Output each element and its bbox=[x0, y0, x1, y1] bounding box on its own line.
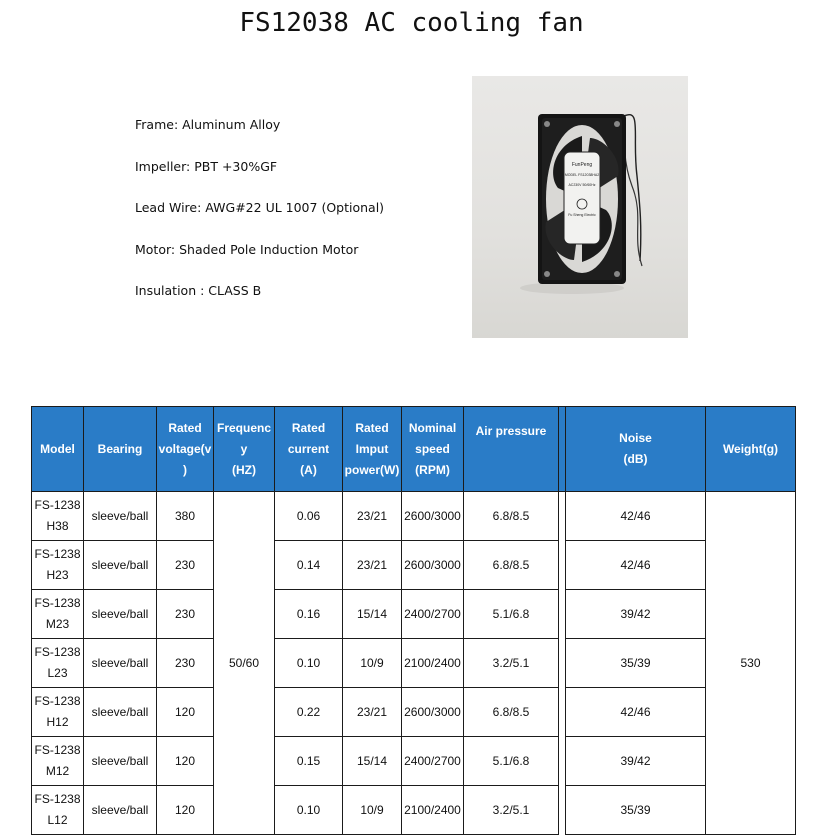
cell-bearing: sleeve/ball bbox=[84, 639, 157, 688]
header-voltage: Rated voltage(v ) bbox=[157, 407, 214, 492]
cell-current: 0.10 bbox=[275, 786, 343, 835]
spec-motor: Motor: Shaded Pole Induction Motor bbox=[135, 241, 359, 257]
cell-voltage: 230 bbox=[157, 541, 214, 590]
cell-noise: 42/46 bbox=[566, 492, 706, 541]
cell-noise: 39/42 bbox=[566, 737, 706, 786]
table-row bbox=[32, 688, 796, 737]
cell-speed: 2600/3000 bbox=[402, 492, 464, 541]
cell-power: 15/14 bbox=[343, 590, 402, 639]
cell-separator bbox=[559, 786, 566, 835]
spec-list bbox=[135, 117, 384, 325]
cell-air-pressure: 5.1/6.8 bbox=[464, 590, 559, 639]
cell-power: 10/9 bbox=[343, 639, 402, 688]
header-model: Model bbox=[32, 407, 84, 492]
cell-separator bbox=[559, 639, 566, 688]
fan-label-company: Fu Sheng Electric bbox=[568, 213, 596, 217]
cell-voltage: 120 bbox=[157, 786, 214, 835]
page-title: FS12038 AC cooling fan bbox=[239, 8, 584, 38]
cell-current: 0.10 bbox=[275, 639, 343, 688]
header-bearing: Bearing bbox=[84, 407, 157, 492]
table-row bbox=[32, 492, 796, 541]
cell-noise: 35/39 bbox=[566, 639, 706, 688]
table-row bbox=[32, 737, 796, 786]
cell-current: 0.15 bbox=[275, 737, 343, 786]
header-separator bbox=[559, 407, 566, 492]
cell-model: FS-1238 L12 bbox=[32, 786, 84, 835]
header-noise: Noise (dB) bbox=[566, 407, 706, 492]
cell-air-pressure: 6.8/8.5 bbox=[464, 541, 559, 590]
product-photo bbox=[472, 76, 688, 338]
cell-model: FS-1238 H38 bbox=[32, 492, 84, 541]
spec-table bbox=[31, 406, 796, 835]
cell-weight: 530 bbox=[706, 492, 796, 835]
cell-air-pressure: 6.8/8.5 bbox=[464, 492, 559, 541]
cell-separator bbox=[559, 688, 566, 737]
cell-power: 23/21 bbox=[343, 688, 402, 737]
cell-power: 23/21 bbox=[343, 541, 402, 590]
cell-voltage: 380 bbox=[157, 492, 214, 541]
cell-speed: 2400/2700 bbox=[402, 590, 464, 639]
table-header-row bbox=[32, 407, 796, 492]
header-power: Rated Imput power(W) bbox=[343, 407, 402, 492]
cell-separator bbox=[559, 541, 566, 590]
table-row bbox=[32, 786, 796, 835]
cell-current: 0.16 bbox=[275, 590, 343, 639]
spec-impeller: Impeller: PBT +30%GF bbox=[135, 158, 278, 174]
cell-current: 0.14 bbox=[275, 541, 343, 590]
cell-air-pressure: 6.8/8.5 bbox=[464, 688, 559, 737]
table-body bbox=[32, 492, 796, 835]
cell-speed: 2100/2400 bbox=[402, 639, 464, 688]
spec-frame: Frame: Aluminum Alloy bbox=[135, 117, 281, 132]
header-air-pressure: Air pressure bbox=[464, 407, 559, 492]
cell-current: 0.22 bbox=[275, 688, 343, 737]
header-current: Rated current (A) bbox=[275, 407, 343, 492]
cell-power: 10/9 bbox=[343, 786, 402, 835]
cell-air-pressure: 3.2/5.1 bbox=[464, 639, 559, 688]
cell-speed: 2400/2700 bbox=[402, 737, 464, 786]
cell-speed: 2100/2400 bbox=[402, 786, 464, 835]
header-speed: Nominal speed (RPM) bbox=[402, 407, 464, 492]
cell-separator bbox=[559, 492, 566, 541]
fan-label-brand: FunPeng bbox=[571, 162, 593, 168]
cell-voltage: 230 bbox=[157, 639, 214, 688]
header-frequency: Frequenc y (HZ) bbox=[214, 407, 275, 492]
cell-bearing: sleeve/ball bbox=[84, 786, 157, 835]
cell-separator bbox=[559, 737, 566, 786]
table-row bbox=[32, 541, 796, 590]
header-weight: Weight(g) bbox=[706, 407, 796, 492]
cell-voltage: 230 bbox=[157, 590, 214, 639]
cell-speed: 2600/3000 bbox=[402, 688, 464, 737]
cell-model: FS-1238 M12 bbox=[32, 737, 84, 786]
cell-air-pressure: 5.1/6.8 bbox=[464, 737, 559, 786]
cell-speed: 2600/3000 bbox=[402, 541, 464, 590]
cell-model: FS-1238 H12 bbox=[32, 688, 84, 737]
cell-air-pressure: 3.2/5.1 bbox=[464, 786, 559, 835]
cell-model: FS-1238 M23 bbox=[32, 590, 84, 639]
cell-noise: 42/46 bbox=[566, 541, 706, 590]
table-row bbox=[32, 590, 796, 639]
cell-separator bbox=[559, 590, 566, 639]
cell-bearing: sleeve/ball bbox=[84, 590, 157, 639]
cell-frequency: 50/60 bbox=[214, 492, 275, 835]
cell-noise: 39/42 bbox=[566, 590, 706, 639]
cell-model: FS-1238 L23 bbox=[32, 639, 84, 688]
cell-noise: 42/46 bbox=[566, 688, 706, 737]
cell-bearing: sleeve/ball bbox=[84, 737, 157, 786]
cell-voltage: 120 bbox=[157, 737, 214, 786]
spec-insulation: Insulation : CLASS B bbox=[135, 283, 262, 298]
spec-lead-wire: Lead Wire: AWG#22 UL 1007 (Optional) bbox=[135, 200, 385, 215]
cell-model: FS-1238 H23 bbox=[32, 541, 84, 590]
fan-label-model: MODEL FS12038HA2 bbox=[564, 173, 600, 177]
fan-label-rating: AC230V 50/60Hz bbox=[568, 183, 596, 187]
cell-bearing: sleeve/ball bbox=[84, 492, 157, 541]
cell-bearing: sleeve/ball bbox=[84, 541, 157, 590]
cell-power: 15/14 bbox=[343, 737, 402, 786]
cell-voltage: 120 bbox=[157, 688, 214, 737]
cell-power: 23/21 bbox=[343, 492, 402, 541]
cell-bearing: sleeve/ball bbox=[84, 688, 157, 737]
table-row bbox=[32, 639, 796, 688]
fan-illustration bbox=[472, 76, 688, 338]
cell-current: 0.06 bbox=[275, 492, 343, 541]
cell-noise: 35/39 bbox=[566, 786, 706, 835]
